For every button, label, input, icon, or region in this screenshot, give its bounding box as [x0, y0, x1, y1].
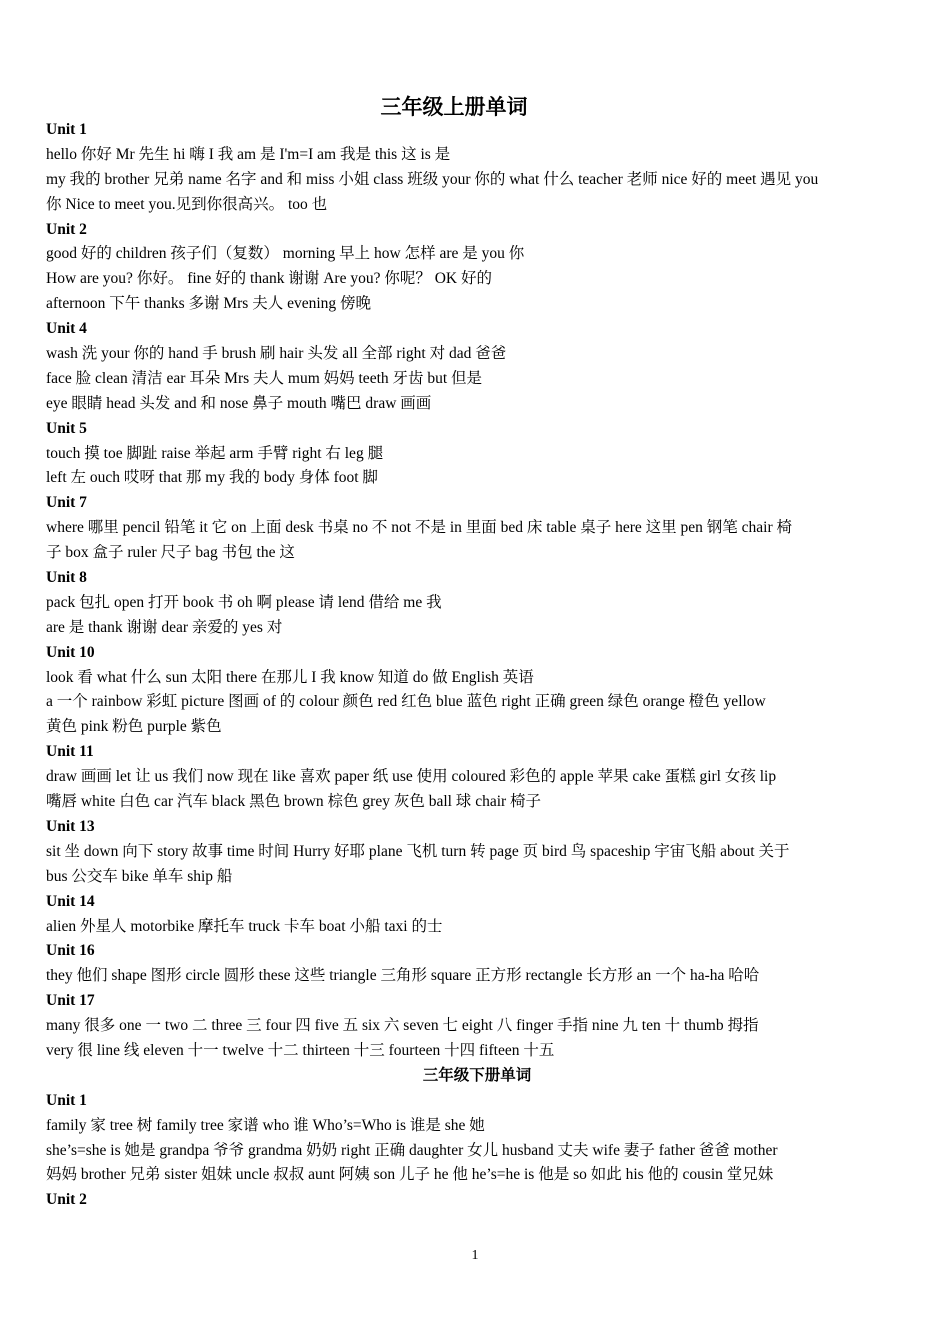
- word-line: draw 画画 let 让 us 我们 now 现在 like 喜欢 paper 纸 use 使用 coloured 彩色的 apple 苹果 cake 蛋糕 girl 女孩 lip: [46, 768, 777, 786]
- section-title: 三年级下册单词: [422, 1066, 532, 1084]
- word-line: pack 包扎 open 打开 book 书 oh 啊 please 请 lend 借给 me 我: [46, 593, 442, 611]
- unit-heading: Unit 7: [46, 494, 87, 512]
- word-line: my 我的 brother 兄弟 name 名字 and 和 miss 小姐 class 班级 your 你的 what 什么 teacher 老师 nice 好的 meet 遇见 you: [46, 170, 819, 188]
- unit-heading: Unit 17: [46, 992, 95, 1010]
- word-line: touch 摸 toe 脚趾 raise 举起 arm 手臂 right 右 leg 腿: [46, 444, 384, 462]
- unit-heading: Unit 14: [46, 892, 95, 910]
- word-line: 子 box 盒子 ruler 尺子 bag 书包 the 这: [46, 544, 295, 562]
- unit-heading: Unit 1: [46, 121, 87, 138]
- page-number: 1: [471, 1248, 479, 1263]
- word-line: family 家 tree 树 family tree 家谱 who 谁 Who’s=Who is 谁是 she 她: [46, 1116, 485, 1134]
- word-line: 嘴唇 white 白色 car 汽车 black 黑色 brown 棕色 grey 灰色 ball 球 chair 椅子: [46, 793, 542, 811]
- word-line: look 看 what 什么 sun 太阳 there 在那儿 I 我 know 知道 do 做 English 英语: [46, 668, 534, 686]
- page-title: 三年级上册单词: [380, 95, 528, 119]
- word-line: eye 眼睛 head 头发 and 和 nose 鼻子 mouth 嘴巴 draw 画画: [46, 394, 432, 412]
- word-line: are 是 thank 谢谢 dear 亲爱的 yes 对: [46, 618, 283, 636]
- word-line: face 脸 clean 清洁 ear 耳朵 Mrs 夫人 mum 妈妈 teeth 牙齿 but 但是: [46, 369, 483, 387]
- word-line: 黄色 pink 粉色 purple 紫色: [46, 718, 222, 736]
- word-line: very 很 line 线 eleven 十一 twelve 十二 thirteen 十三 fourteen 十四 fifteen 十五: [46, 1041, 555, 1059]
- unit-heading: Unit 16: [46, 942, 95, 960]
- word-line: many 很多 one 一 two 二 three 三 four 四 five 五 six 六 seven 七 eight 八 finger 手指 nine 九 ten 十 thumb 拇指: [46, 1017, 759, 1035]
- unit-heading: Unit 2: [46, 1191, 87, 1209]
- unit-heading: Unit 1: [46, 1091, 87, 1109]
- word-line: left 左 ouch 哎呀 that 那 my 我的 body 身体 foot 脚: [46, 469, 378, 487]
- unit-heading: Unit 2: [46, 220, 87, 238]
- unit-heading: Unit 11: [46, 743, 94, 761]
- unit-heading: Unit 5: [46, 419, 87, 437]
- word-line: 你 Nice to meet you.见到你很高兴。 too 也: [46, 195, 328, 213]
- word-line: wash 洗 your 你的 hand 手 brush 刷 hair 头发 all 全部 right 对 dad 爸爸: [46, 345, 507, 363]
- word-line: bus 公交车 bike 单车 ship 船: [46, 867, 233, 885]
- unit-heading: Unit 4: [46, 320, 87, 338]
- unit-heading: Unit 10: [46, 643, 95, 661]
- unit-heading: Unit 8: [46, 569, 87, 587]
- word-line: a 一个 rainbow 彩虹 picture 图画 of 的 colour 颜色 red 红色 blue 蓝色 right 正确 green 绿色 orange 橙色 yellow: [46, 693, 766, 711]
- word-line: they 他们 shape 图形 circle 圆形 these 这些 triangle 三角形 square 正方形 rectangle 长方形 an 一个 ha-ha 哈哈: [46, 967, 760, 985]
- word-line: hello 你好 Mr 先生 hi 嗨 I 我 am 是 I'm=I am 我是 this 这 is 是: [46, 145, 451, 163]
- vocabulary-list: [46, 118, 908, 1213]
- word-line: good 好的 children 孩子们（复数） morning 早上 how 怎样 are 是 you 你: [46, 245, 525, 263]
- word-line: afternoon 下午 thanks 多谢 Mrs 夫人 evening 傍晚: [46, 295, 372, 313]
- unit-heading: Unit 13: [46, 817, 95, 835]
- word-line: she’s=she is 她是 grandpa 爷爷 grandma 奶奶 right 正确 daughter 女儿 husband 丈夫 wife 妻子 father 爸爸 mother: [46, 1141, 778, 1159]
- word-line: alien 外星人 motorbike 摩托车 truck 卡车 boat 小船 taxi 的士: [46, 917, 443, 935]
- word-line: How are you? 你好。 fine 好的 thank 谢谢 Are you? 你呢？ OK 好的: [46, 270, 492, 288]
- word-line: 妈妈 brother 兄弟 sister 姐妹 uncle 叔叔 aunt 阿姨 son 儿子 he 他 he’s=he is 他是 so 如此 his 他的 cousin 堂兄妹: [46, 1166, 774, 1184]
- word-line: where 哪里 pencil 铅笔 it 它 on 上面 desk 书桌 no 不 not 不是 in 里面 bed 床 table 桌子 here 这里 pen 钢笔 chair 椅: [46, 519, 793, 537]
- word-line: sit 坐 down 向下 story 故事 time 时间 Hurry 好耶 plane 飞机 turn 转 page 页 bird 鸟 spaceship 宇宙飞船 about 关于: [46, 842, 790, 860]
